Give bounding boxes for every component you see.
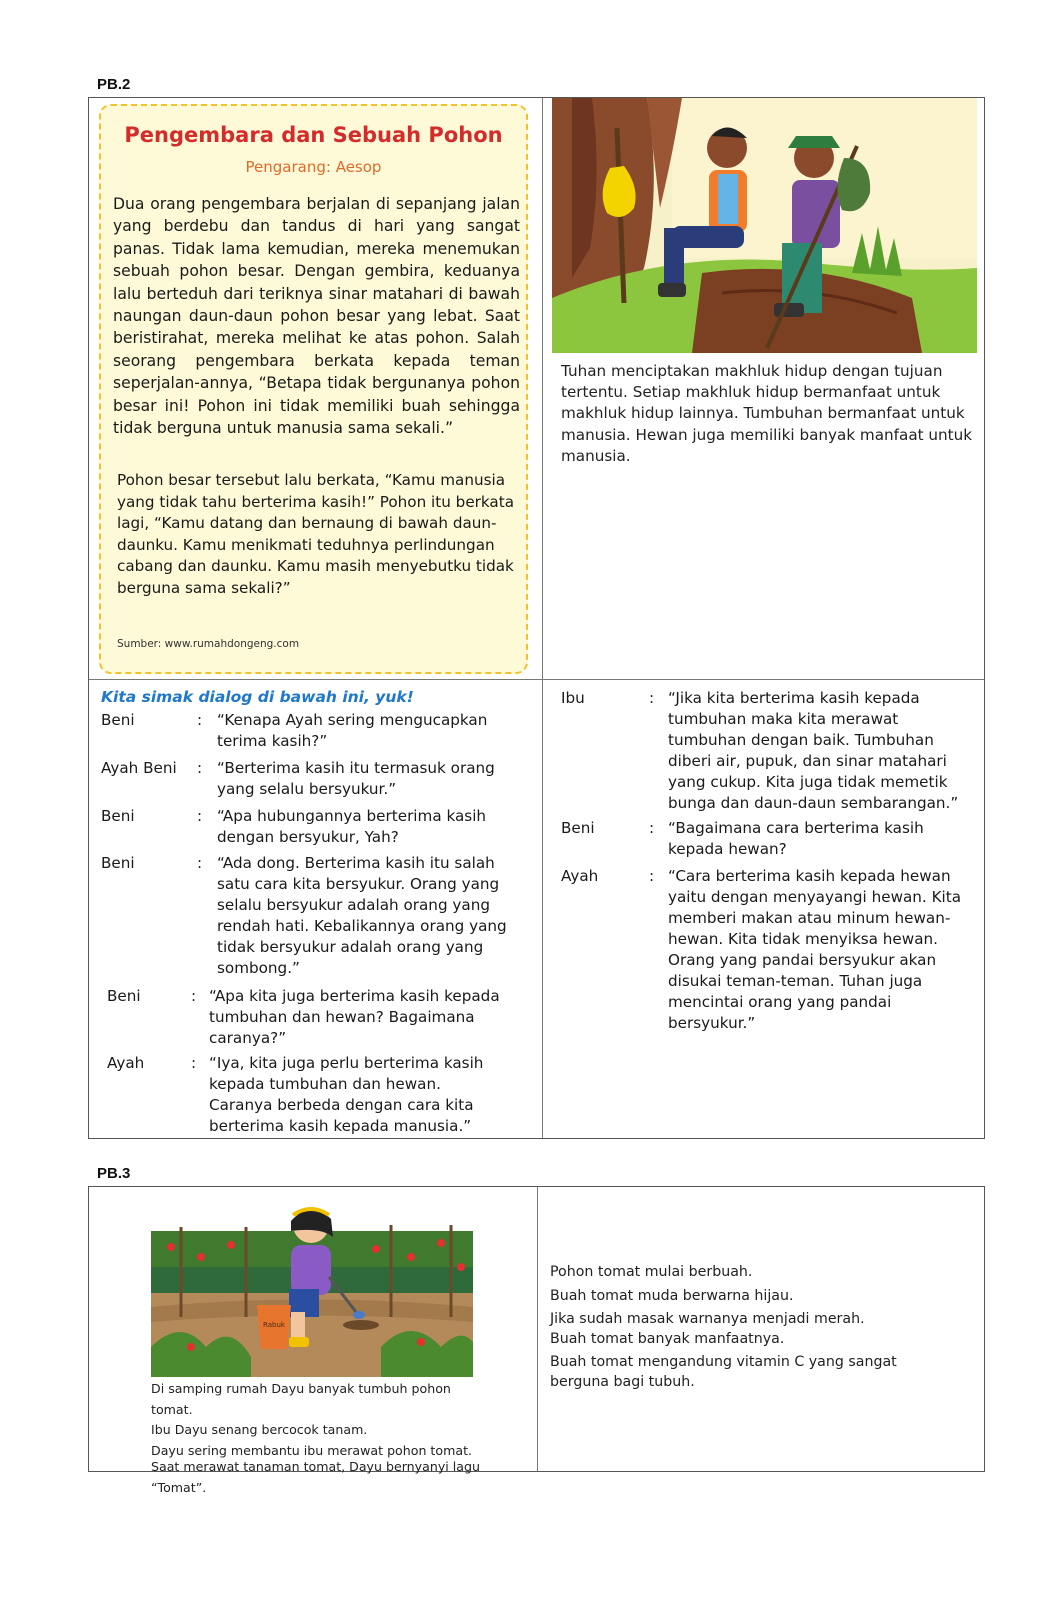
speaker-name: Beni (101, 854, 135, 872)
dialog-left-line (101, 758, 531, 802)
pb3-right-line: Buah tomat banyak manfaatnya. (550, 1330, 785, 1347)
pb3-frame (88, 1186, 985, 1495)
speaker-text: “Cara berterima kasih kepada hewan yaitu dengan menyayangi hewan. Kita memberi makan atau minum hewan-hewan. Kita tidak menyiksa hewan. Orang yang pandai bersyukur akan disukai teman-teman. Tuhan juga mencintai orang yang pandai bersyukur.” (668, 867, 962, 1032)
dialog-left-line (101, 806, 531, 850)
speaker-name: Beni (101, 807, 135, 825)
speaker-name: Ayah (561, 867, 599, 885)
tomato-garden-svg (151, 1197, 473, 1377)
speaker-colon: : (649, 819, 655, 837)
pb3-left-text (151, 1379, 491, 1498)
speaker-text: “Apa kita juga berterima kasih kepada tumbuhan dan hewan? Bagaimana caranya?” (209, 987, 500, 1047)
dialog-left-line (107, 1053, 532, 1137)
column-divider (537, 1187, 538, 1471)
speaker-text: “Apa hubungannya berterima kasih dengan bersyukur, Yah? (217, 807, 487, 846)
speaker-colon: : (191, 987, 197, 1005)
travellers-illustration-svg (552, 98, 977, 353)
speaker-colon: : (197, 807, 203, 825)
pb2-label: PB.2 (97, 76, 131, 93)
pb3-left-line: Saat merawat tanaman tomat, Dayu bernyanyi lagu (151, 1459, 480, 1474)
dialog-right-line (561, 688, 981, 816)
speaker-name: Ibu (561, 689, 585, 707)
pb3-left-line: Ibu Dayu senang bercocok tanam. (151, 1422, 368, 1437)
story-paragraph-1: Dua orang pengembara berjalan di sepanjang jalan yang berdebu dan tandus di hari yang sangat panas. Tidak lama kemudian, mereka menemukan sebuah pohon besar. Dengan gembira, keduanya lalu berteduh dari teriknya sinar matahari di bawah naungan daun-daun pohon besar yang lebat. Saat beristirahat, mereka melihat ke atas pohon. Salah seorang pengembara berkata kepada teman seperjalan-annya, “Betapa tidak bergunanya pohon besar ini! Pohon ini tidak memiliki buah sehingga tidak berguna untuk manusia sama sekali.” (113, 195, 520, 438)
dialog-left-line (101, 853, 531, 983)
travellers-illustration (552, 98, 977, 353)
story-box (99, 104, 528, 674)
story-paragraph-2: Pohon besar tersebut lalu berkata, “Kamu manusia yang tidak tahu berterima kasih!” Pohon itu berkata lagi, “Kamu datang dan bernaung di bawah daun-daunku. Kamu menikmati teduhnya perlindungan cabang dan daunku. Kamu masih menyebutku tidak berguna sama sekali?” (117, 471, 515, 597)
speaker-colon: : (197, 711, 203, 729)
pb3-left-line: Di samping rumah Dayu banyak tumbuh pohon tomat. (151, 1381, 451, 1417)
pb3-right-line: Buah tomat mengandung vitamin C yang sangat (550, 1354, 897, 1370)
speaker-text: “Kenapa Ayah sering mengucapkan terima kasih?” (217, 711, 488, 750)
speaker-colon: : (197, 854, 203, 872)
row-divider (89, 679, 984, 680)
speaker-colon: : (649, 867, 655, 885)
bucket-label: Rabuk (263, 1321, 285, 1329)
speaker-text: “Iya, kita juga perlu berterima kasih kepada tumbuhan dan hewan. Caranya berbeda dengan cara kita berterima kasih kepada manusia.” (209, 1054, 484, 1135)
pb3-right-line: berguna bagi tubuh. (550, 1373, 695, 1390)
speaker-text: “Jika kita berterima kasih kepada tumbuhan maka kita merawat tumbuhan dengan baik. Tumbuhan diberi air, pupuk, dan sinar matahari yang cukup. Kita juga tidak memetik bunga dan daun-daun sembarangan.” (668, 689, 959, 812)
speaker-name: Ayah Beni (101, 759, 177, 777)
dialog-left-line (107, 986, 532, 1050)
speaker-text: “Berterima kasih itu termasuk orang yang selalu bersyukur.” (217, 759, 495, 798)
pb3-right-text (550, 1261, 950, 1394)
pb2-frame (88, 97, 985, 1139)
column-divider (542, 98, 543, 1138)
speaker-colon: : (191, 1054, 197, 1072)
pb3-left-line: Dayu sering membantu ibu merawat pohon tomat. (151, 1442, 473, 1458)
pb3-label: PB.3 (97, 1165, 131, 1182)
story-source: Sumber: www.rumahdongeng.com (117, 638, 300, 650)
speaker-name: Ayah (107, 1054, 145, 1072)
tomato-garden-illustration (151, 1197, 473, 1377)
speaker-text: “Bagaimana cara berterima kasih kepada hewan? (668, 819, 924, 858)
pb3-right-line: Pohon tomat mulai berbuah. (550, 1264, 753, 1280)
illustration-caption: Tuhan menciptakan makhluk hidup dengan tujuan tertentu. Setiap makhluk hidup bermanfaat untuk makhluk hidup lainnya. Tumbuhan bermanfaat untuk manusia. Hewan juga memiliki banyak manfaat untuk manusia. (561, 362, 973, 465)
speaker-name: Beni (107, 987, 141, 1005)
pb3-right-line: Jika sudah masak warnanya menjadi merah. (550, 1311, 865, 1327)
pb3-right-line: Buah tomat muda berwarna hijau. (550, 1287, 794, 1304)
speaker-text: “Ada dong. Berterima kasih itu salah satu cara kita bersyukur. Orang yang selalu bersyukur adalah orang yang rendah hati. Kebalikannya orang yang tidak bersyukur adalah orang yang sombong.” (217, 854, 507, 977)
pb3-left-line: “Tomat”. (151, 1479, 207, 1495)
speaker-colon: : (197, 759, 203, 777)
dialog-right-line (561, 866, 981, 1036)
speaker-name: Beni (561, 819, 595, 837)
dialog-right-line (561, 818, 981, 862)
speaker-name: Beni (101, 711, 135, 729)
story-author: Pengarang: Aesop (245, 158, 382, 176)
speaker-colon: : (649, 689, 655, 707)
dialog-heading: Kita simak dialog di bawah ini, yuk! (101, 688, 414, 706)
story-title: Pengembara dan Sebuah Pohon (124, 123, 503, 147)
dialog-left-line (101, 710, 531, 754)
